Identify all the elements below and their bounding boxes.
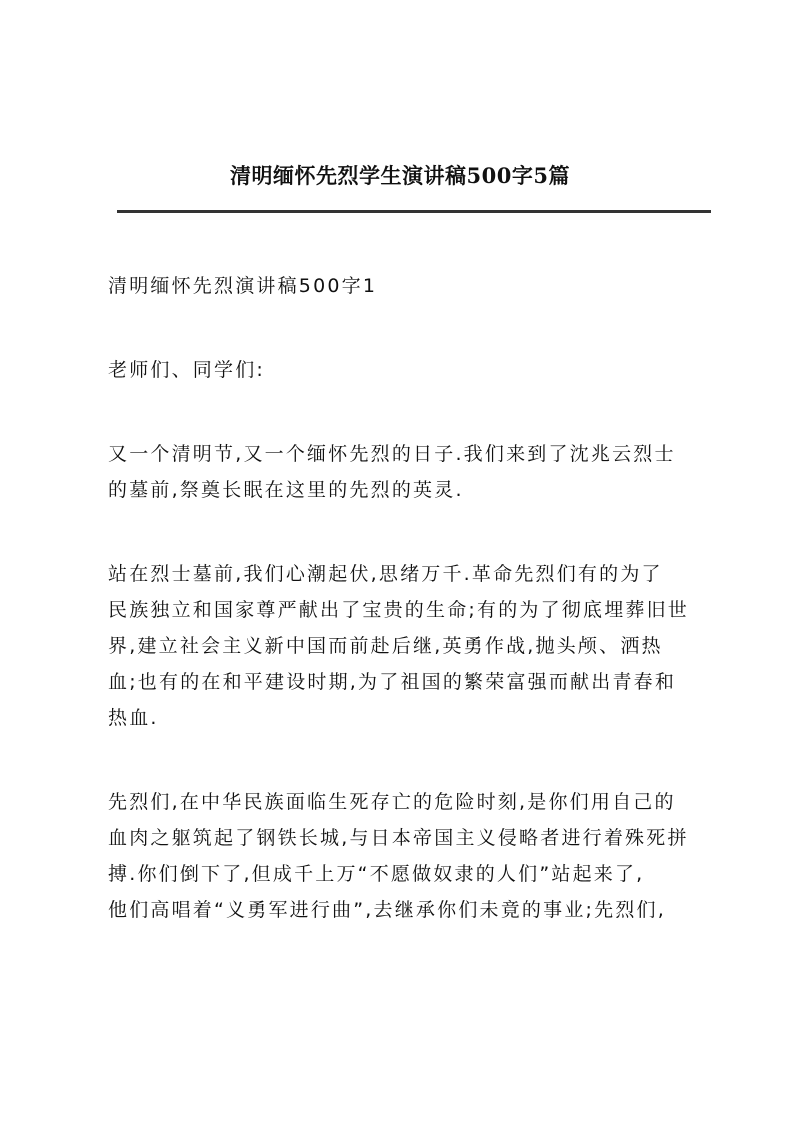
paragraph-2: [108, 556, 718, 736]
paragraph-line: 他们高唱着“义勇军进行曲”,去继承你们未竟的事业;先烈们,: [108, 899, 666, 921]
paragraph-3: [108, 784, 718, 928]
section-heading: [108, 268, 718, 304]
title-divider: [117, 210, 711, 213]
greeting-text: 老师们、同学们:: [108, 359, 266, 381]
paragraph-line: 血;也有的在和平建设时期,为了祖国的繁荣富强而献出青春和: [108, 671, 677, 693]
paragraph-line: 民族独立和国家尊严献出了宝贵的生命;有的为了彻底埋葬旧世: [108, 599, 690, 621]
greeting: [108, 352, 718, 388]
paragraph-line: 先烈们,在中华民族面临生死存亡的危险时刻,是你们用自己的: [108, 791, 676, 813]
paragraph-line: 热血.: [108, 707, 159, 729]
paragraph-1: [108, 436, 718, 508]
paragraph-line: 站在烈士墓前,我们心潮起伏,思绪万千.革命先烈们有的为了: [108, 563, 663, 585]
section-heading-text: 清明缅怀先烈演讲稿500字1: [108, 275, 378, 297]
paragraph-line: 的墓前,祭奠长眠在这里的先烈的英灵.: [108, 479, 464, 501]
paragraph-line: 又一个清明节,又一个缅怀先烈的日子.我们来到了沈兆云烈士: [108, 443, 676, 465]
document-body: [108, 268, 718, 976]
paragraph-line: 搏.你们倒下了,但成千上万“不愿做奴隶的人们”站起来了,: [108, 863, 645, 885]
paragraph-line: 血肉之躯筑起了钢铁长城,与日本帝国主义侵略者进行着殊死拼: [108, 827, 689, 849]
paragraph-line: 界,建立社会主义新中国而前赴后继,英勇作战,抛头颅、洒热: [108, 635, 663, 657]
document-title: 清明缅怀先烈学生演讲稿500字5篇: [230, 163, 570, 188]
